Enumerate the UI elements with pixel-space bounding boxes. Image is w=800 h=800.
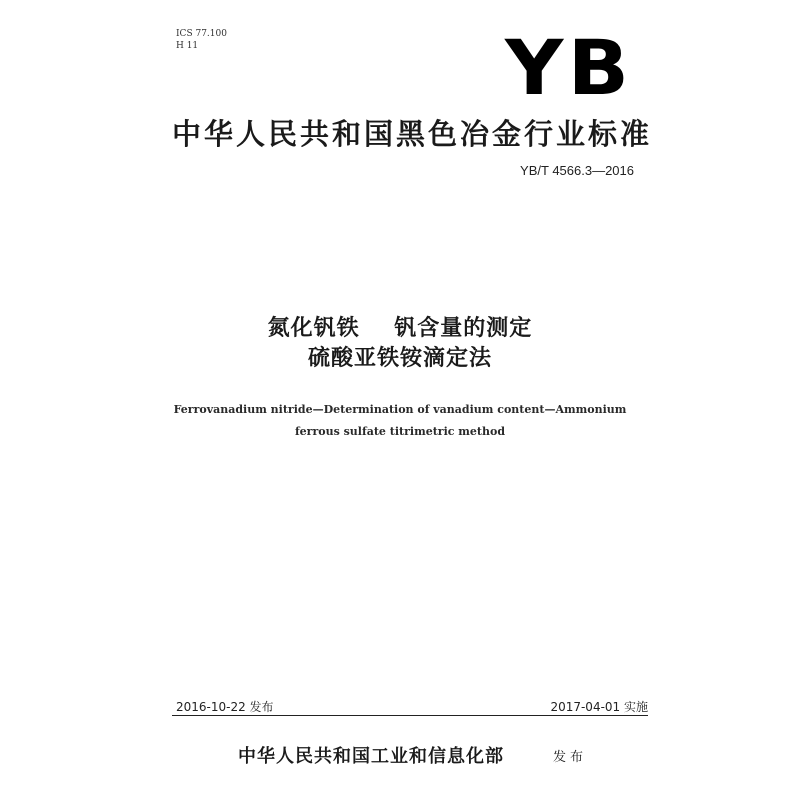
classification-code: H 11 [176,41,199,51]
issue-date: 2016-10-22 发布 [176,700,274,714]
publisher-name: 中华人民共和国工业和信息化部 [238,746,504,767]
standard-number: YB/T 4566.3—2016 [520,163,634,178]
english-title-line-1: Ferrovanadium nitride—Determination of vanadium content—Ammonium [173,403,627,416]
chinese-title-line-1: 氮化钒铁 钒含量的测定 [267,316,533,341]
chinese-title [150,314,650,374]
yb-logo: YB [505,23,634,112]
ics-block [176,28,227,52]
implementation-date: 2017-04-01 实施 [550,700,648,714]
divider-line [172,715,648,716]
english-title-line-2: ferrous sulfate titrimetric method [294,425,506,438]
industry-standard-title: 中华人民共和国黑色冶金行业标准 [172,117,653,151]
english-title [150,399,650,443]
publish-label: 发布 [553,750,588,765]
chinese-title-line-2: 硫酸亚铁铵滴定法 [307,346,492,371]
ics-code: ICS 77.100 [176,29,227,39]
